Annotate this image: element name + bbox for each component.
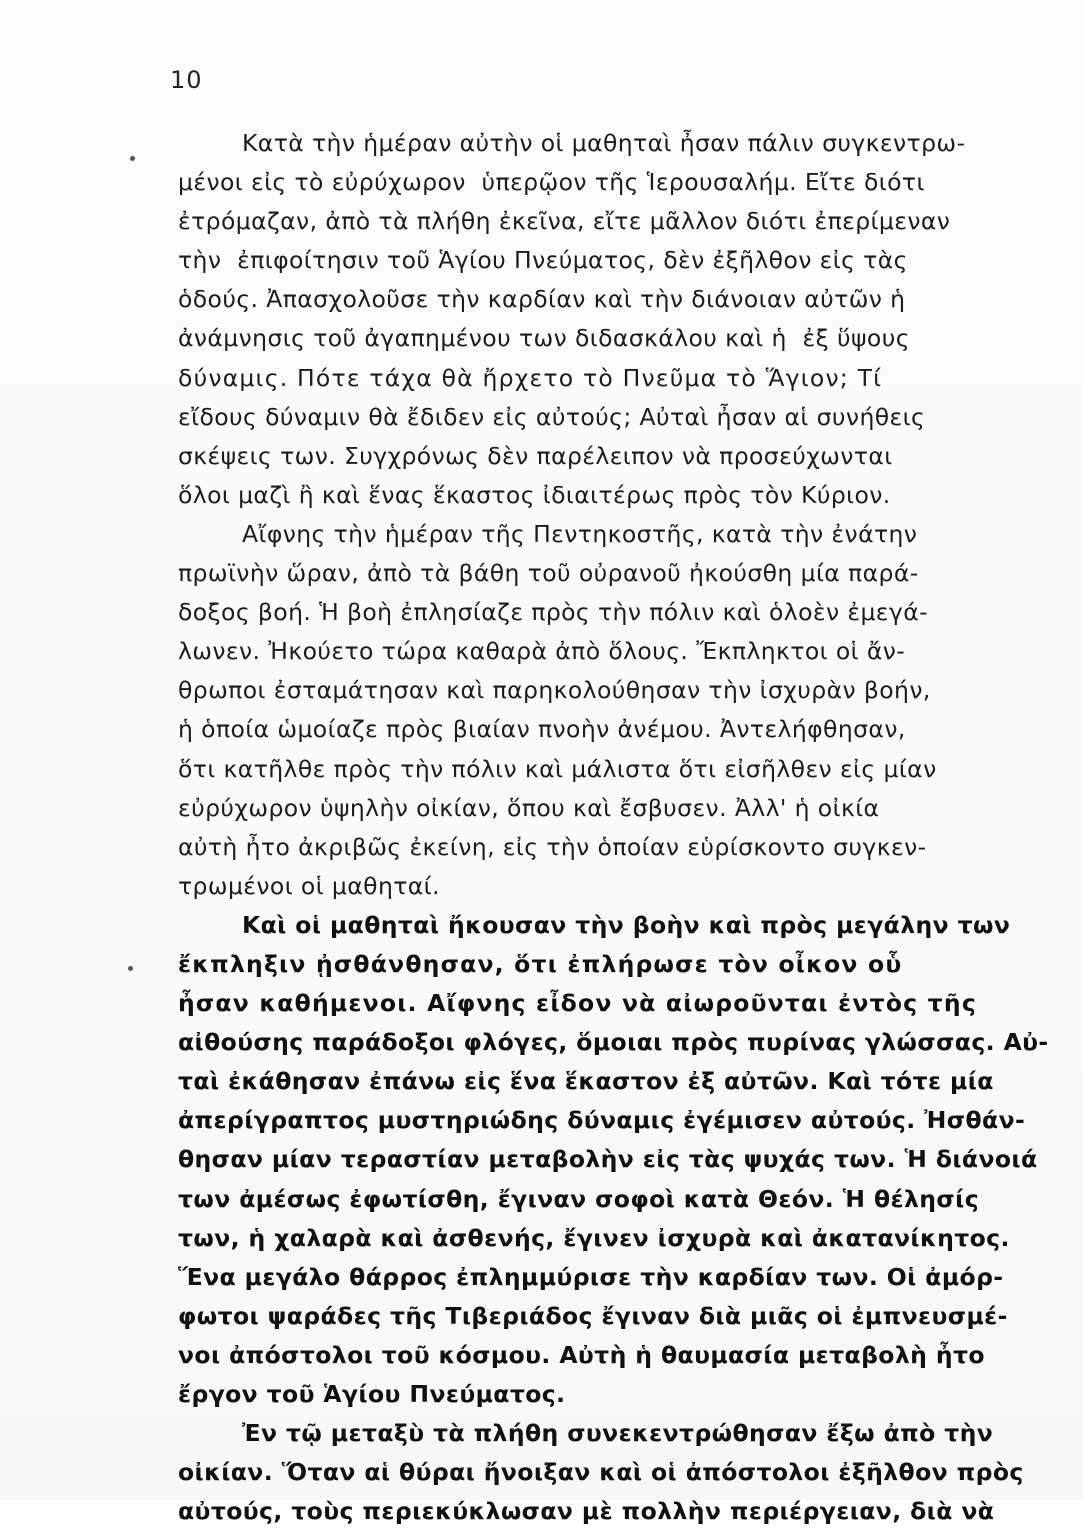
text-line: Ἐν τῷ μεταξὺ τὰ πλήθη συνεκεντρώθησαν ἔξω ἀπὸ τὴν xyxy=(242,1419,994,1448)
text-line: ταὶ ἐκάθησαν ἐπάνω εἰς ἕνα ἕκαστον ἐξ αὐτῶν. Καὶ τότε μία xyxy=(178,1067,994,1096)
margin-mark xyxy=(130,156,135,161)
text-line: δύναμις. Πότε τάχα θὰ ἤρχετο τὸ Πνεῦμα τὸ Ἅγιον; Τί xyxy=(178,363,883,392)
text-line: αἰθούσης παράδοξοι φλόγες, ὅμοιαι πρὸς πυρίνας γλώσσας. Αὐ- xyxy=(178,1028,1049,1057)
text-line: ὁδούς. Ἀπασχολοῦσε τὴν καρδίαν καὶ τὴν διάνοιαν αὐτῶν ἡ xyxy=(178,285,906,314)
text-line: ἔργον τοῦ Ἁγίου Πνεύματος. xyxy=(178,1380,566,1408)
text-line: ἐτρόμαζαν, ἀπὸ τὰ πλήθη ἐκεῖνα, εἴτε μᾶλλον διότι ἐπερίμεναν xyxy=(178,207,951,236)
body-text xyxy=(178,124,1058,1531)
text-line: νοι ἀπόστολοι τοῦ κόσμου. Αὐτὴ ἡ θαυμασία μεταβολὴ ἦτο xyxy=(178,1340,985,1369)
text-line: Αἴφνης τὴν ἡμέραν τῆς Πεντηκοστῆς, κατὰ τὴν ἐνάτην xyxy=(242,519,918,548)
text-line: ὅτι κατῆλθε πρὸς τὴν πόλιν καὶ μάλιστα ὅτι εἰσῆλθεν εἰς μίαν xyxy=(178,754,937,783)
text-line: τὴν ἐπιφοίτησιν τοῦ Ἁγίου Πνεύματος, δὲν ἐξῆλθον εἰς τὰς xyxy=(178,246,908,275)
text-line: ἔκπληξιν ᾐσθάνθησαν, ὅτι ἐπλήρωσε τὸν οἶκον οὗ xyxy=(178,949,903,978)
text-line: μένοι εἰς τὸ εὐρύχωρον ὑπερῷον τῆς Ἱερουσαλήμ. Εἴτε διότι xyxy=(178,168,925,197)
text-line: αὐτούς, τοὺς περιεκύκλωσαν μὲ πολλὴν περιέργειαν, διὰ νὰ xyxy=(178,1497,995,1526)
page-number: 10 xyxy=(170,66,203,94)
text-line: ἀπερίγραπτος μυστηριώδης δύναμις ἐγέμισεν αὐτούς. Ἠσθάν- xyxy=(178,1106,1026,1135)
text-line: θρωποι ἐσταμάτησαν καὶ παρηκολούθησαν τὴν ἰσχυρὰν βοήν, xyxy=(178,676,931,705)
text-line: Ἕνα μεγάλο θάρρος ἐπλημμύρισε τὴν καρδίαν των. Οἱ ἀμόρ- xyxy=(178,1262,1004,1291)
text-line: των ἀμέσως ἐφωτίσθη, ἔγιναν σοφοὶ κατὰ Θεόν. Ἡ θέλησίς xyxy=(178,1184,980,1213)
text-line: Κατὰ τὴν ἡμέραν αὐτὴν οἱ μαθηταὶ ἦσαν πάλιν συγκεντρω- xyxy=(242,129,966,157)
text-line: εὐρύχωρον ὑψηλὴν οἰκίαν, ὅπου καὶ ἔσβυσεν. Ἀλλ' ἡ οἰκία xyxy=(178,793,880,822)
text-line: οἰκίαν. Ὅταν αἱ θύραι ἤνοιξαν καὶ οἱ ἀπόστολοι ἐξῆλθον πρὸς xyxy=(178,1458,1024,1487)
text-line: ἡ ὁποία ὡμοίαζε πρὸς βιαίαν πνοὴν ἀνέμου. Ἀντελήφθησαν, xyxy=(178,715,906,744)
text-line: τρωμένοι οἱ μαθηταί. xyxy=(178,871,440,900)
text-line: σκέψεις των. Συγχρόνως δὲν παρέλειπον νὰ προσεύχωνται xyxy=(178,441,893,470)
text-line: ὅλοι μαζὶ ἢ καὶ ἕνας ἕκαστος ἰδιαιτέρως πρὸς τὸν Κύριον. xyxy=(178,480,891,509)
text-line: ἀνάμνησις τοῦ ἀγαπημένου των διδασκάλου καὶ ἡ ἐξ ὕψους xyxy=(178,324,910,353)
text-line: των, ἡ χαλαρὰ καὶ ἀσθενής, ἔγινεν ἰσχυρὰ καὶ ἀκατανίκητος. xyxy=(178,1223,1010,1252)
margin-mark xyxy=(128,966,133,971)
text-line: πρωϊνὴν ὥραν, ἀπὸ τὰ βάθη τοῦ οὐρανοῦ ἠκούσθη μία παρά- xyxy=(178,559,919,588)
text-line: θησαν μίαν τεραστίαν μεταβολὴν εἰς τὰς ψυχάς των. Ἡ διάνοιά xyxy=(178,1145,1038,1174)
text-line: φωτοι ψαράδες τῆς Τιβεριάδος ἔγιναν διὰ μιᾶς οἱ ἐμπνευσμέ- xyxy=(178,1301,1008,1330)
text-line: λωνεν. Ἠκούετο τώρα καθαρὰ ἀπὸ ὅλους. Ἔκπληκτοι οἱ ἄν- xyxy=(178,637,906,666)
text-line: αὐτὴ ἦτο ἀκριβῶς ἐκείνη, εἰς τὴν ὁποίαν εὑρίσκοντο συγκεν- xyxy=(178,832,927,861)
text-line: δοξος βοή. Ἡ βοὴ ἐπλησίαζε πρὸς τὴν πόλιν καὶ ὁλοὲν ἐμεγά- xyxy=(178,598,928,627)
text-line: ἦσαν καθήμενοι. Αἴφνης εἶδον νὰ αἰωροῦνται ἐντὸς τῆς xyxy=(178,989,977,1018)
text-line: εἴδους δύναμιν θὰ ἔδιδεν εἰς αὐτούς; Αὐταὶ ἦσαν αἱ συνήθεις xyxy=(178,402,926,431)
text-line: Καὶ οἱ μαθηταὶ ἤκουσαν τὴν βοὴν καὶ πρὸς μεγάλην των xyxy=(242,910,1011,939)
